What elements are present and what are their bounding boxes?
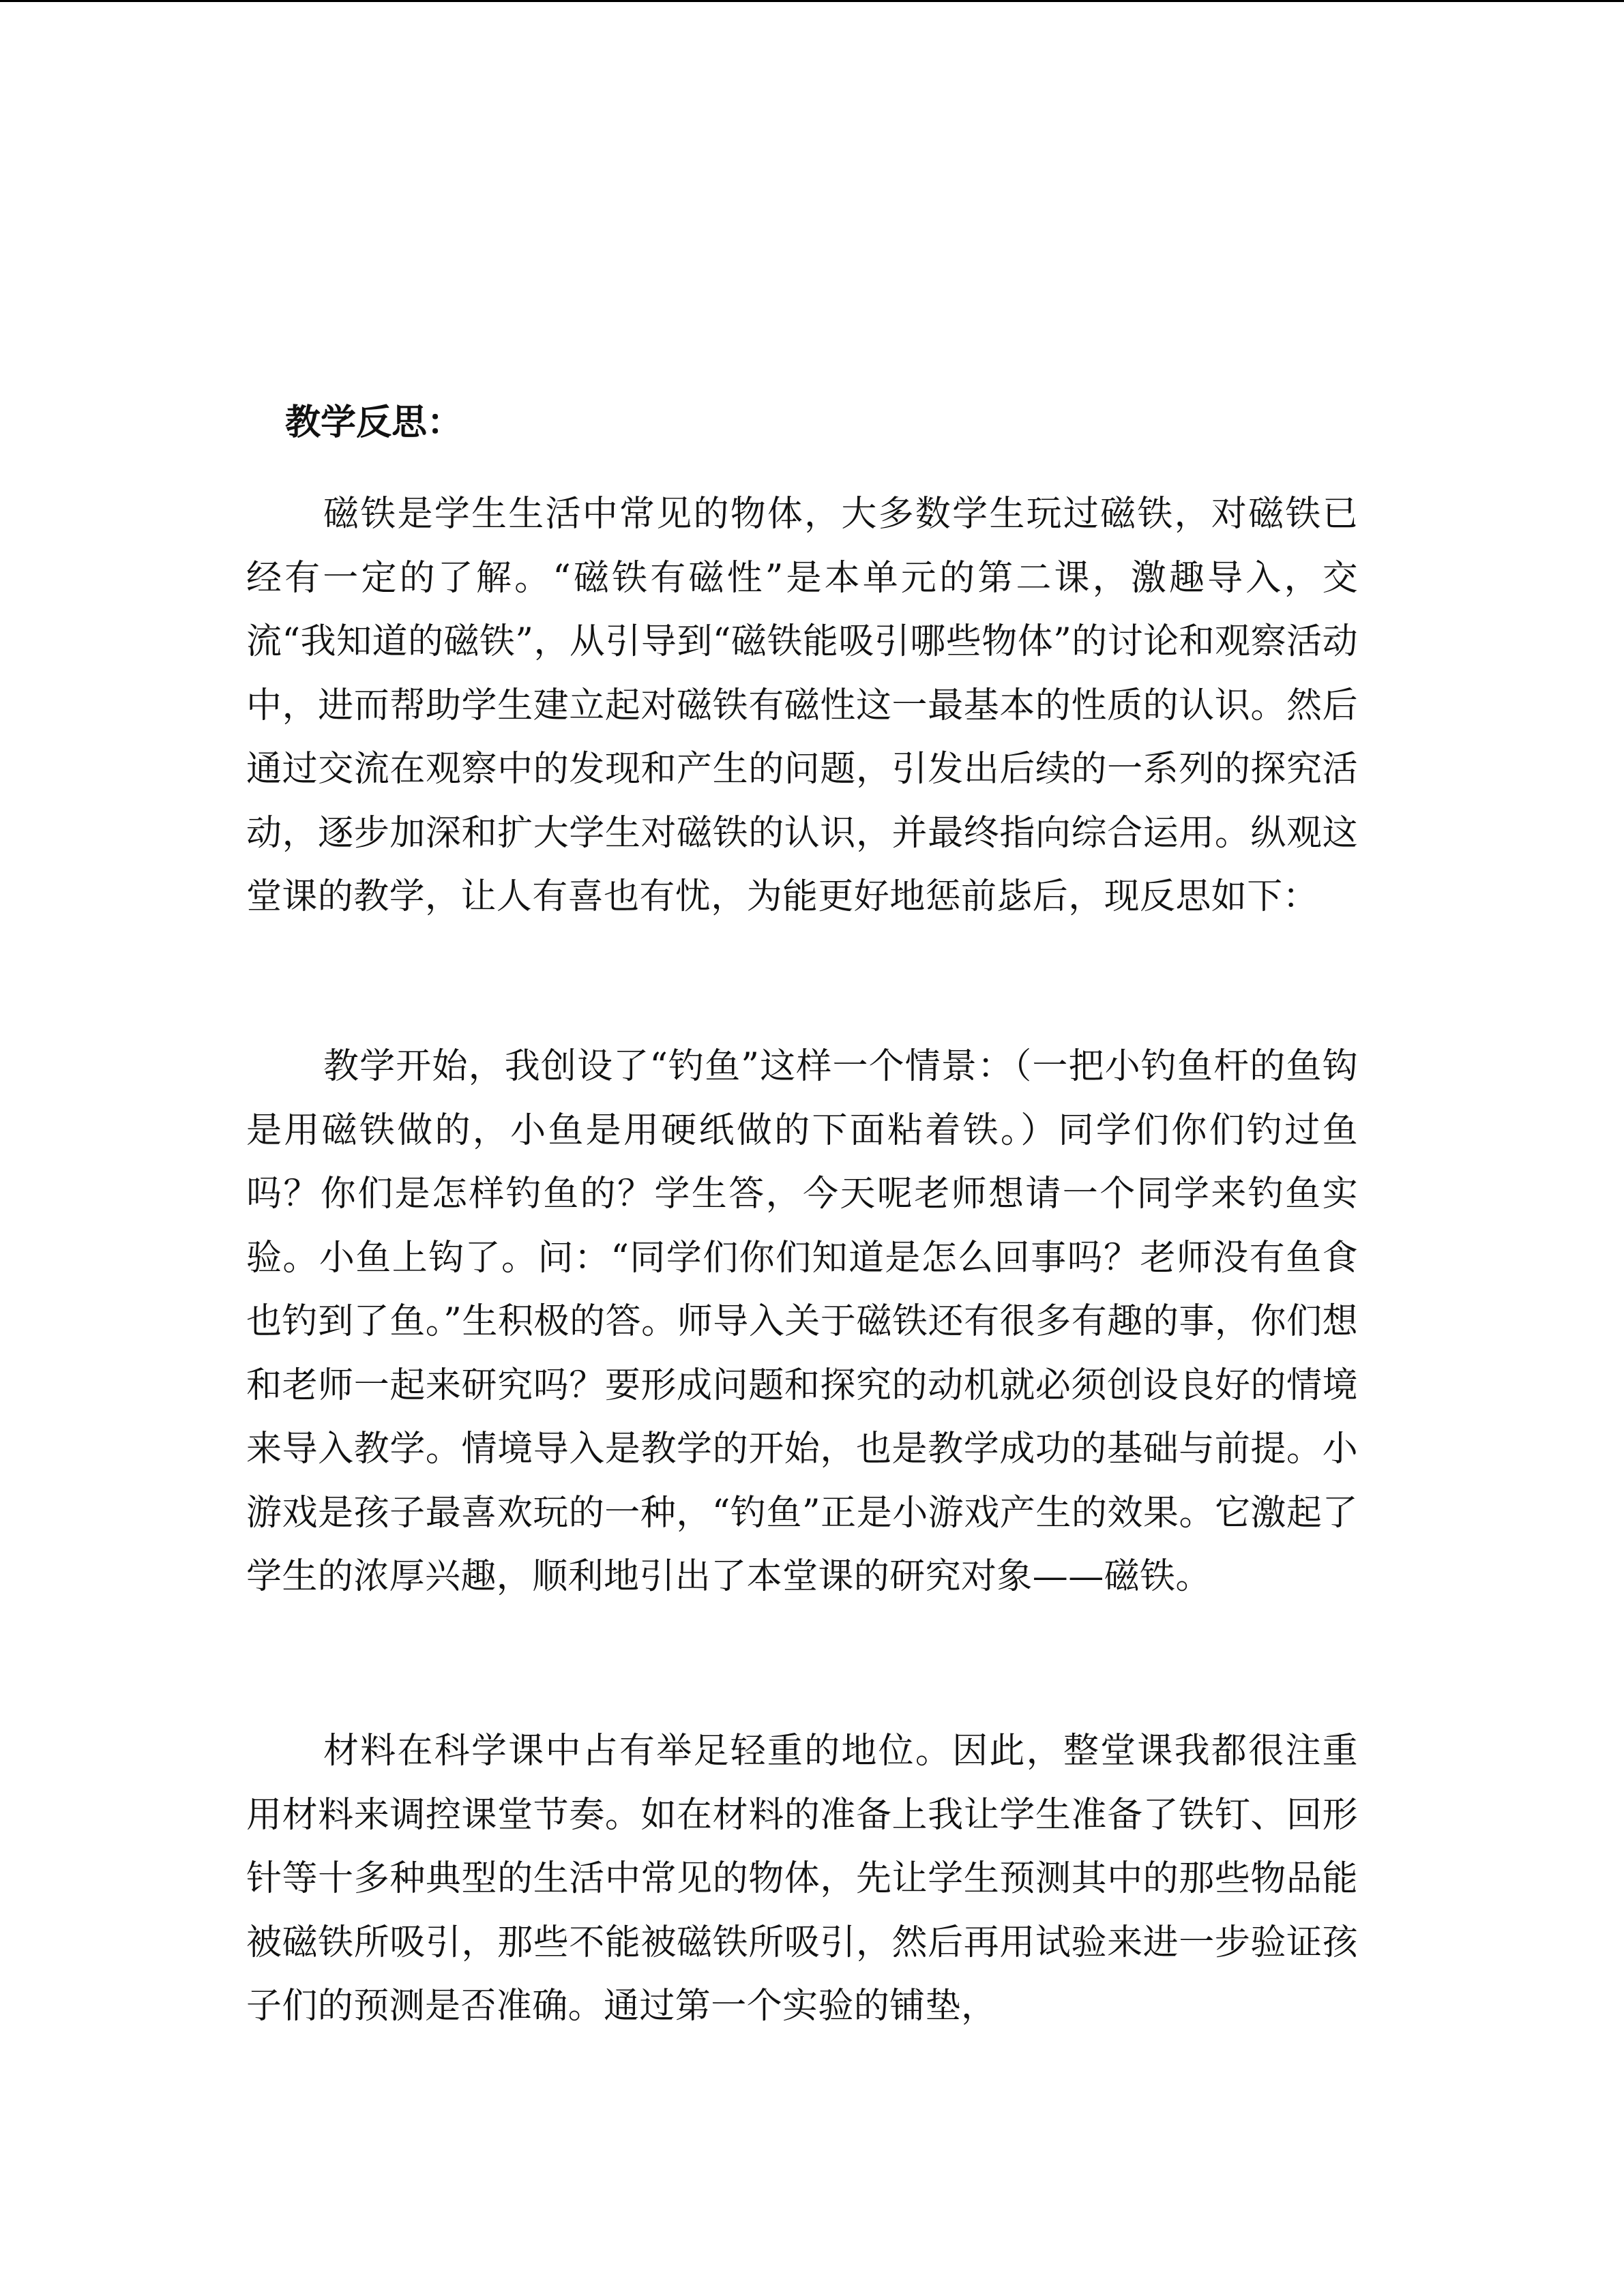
paragraph-2: 教学开始，我创设了“钓鱼”这样一个情景：（一把小钓鱼杆的鱼钩是用磁铁做的，小鱼是用硬纸做的下面粘着铁。）同学们你们钓过鱼吗？你们是怎样钓鱼的？学生答，今天呢老师想请一个同学来钓鱼实验。小鱼上钩了。问：“同学们你们知道是怎么回事吗？老师没有鱼食也钓到了鱼。”生积极的答。师导入关于磁铁还有很多有趣的事，你们想和老师一起来研究吗？要形成问题和探究的动机就必须创设良好的情境来导入教学。情境导入是教学的开始，也是教学成功的基础与前提。小游戏是孩子最喜欢玩的一种，“钓鱼”正是小游戏产生的效果。它激起了学生的浓厚兴趣，顺利地引出了本堂课的研究对象——磁铁。 [246, 1046, 1358, 1597]
paragraph-3: 材料在科学课中占有举足轻重的地位。因此，整堂课我都很注重用材料来调控课堂节奏。如在材料的准备上我让学生准备了铁钉、回形针等十多种典型的生活中常见的物体，先让学生预测其中的那些物品能被磁铁所吸引，那些不能被磁铁所吸引，然后再用试验来进一步验证孩子们的预测是否准确。通过第一个实验的铺垫， [246, 1731, 1358, 2027]
paragraph-1: 磁铁是学生生活中常见的物体，大多数学生玩过磁铁，对磁铁已经有一定的了解。“磁铁有磁性”是本单元的第二课，激趣导入，交流“我知道的磁铁”，从引导到“磁铁能吸引哪些物体”的讨论和观察活动中，进而帮助学生建立起对磁铁有磁性这一最基本的性质的认识。然后通过交流在观察中的发现和产生的问题，引发出后续的一系列的探究活动，逐步加深和扩大学生对磁铁的认识，并最终指向综合运用。纵观这堂课的教学，让人有喜也有忧，为能更好地惩前毖后，现反思如下： [246, 494, 1358, 917]
page-top-border [0, 0, 1624, 2]
section-heading: 教学反思： [285, 402, 463, 443]
